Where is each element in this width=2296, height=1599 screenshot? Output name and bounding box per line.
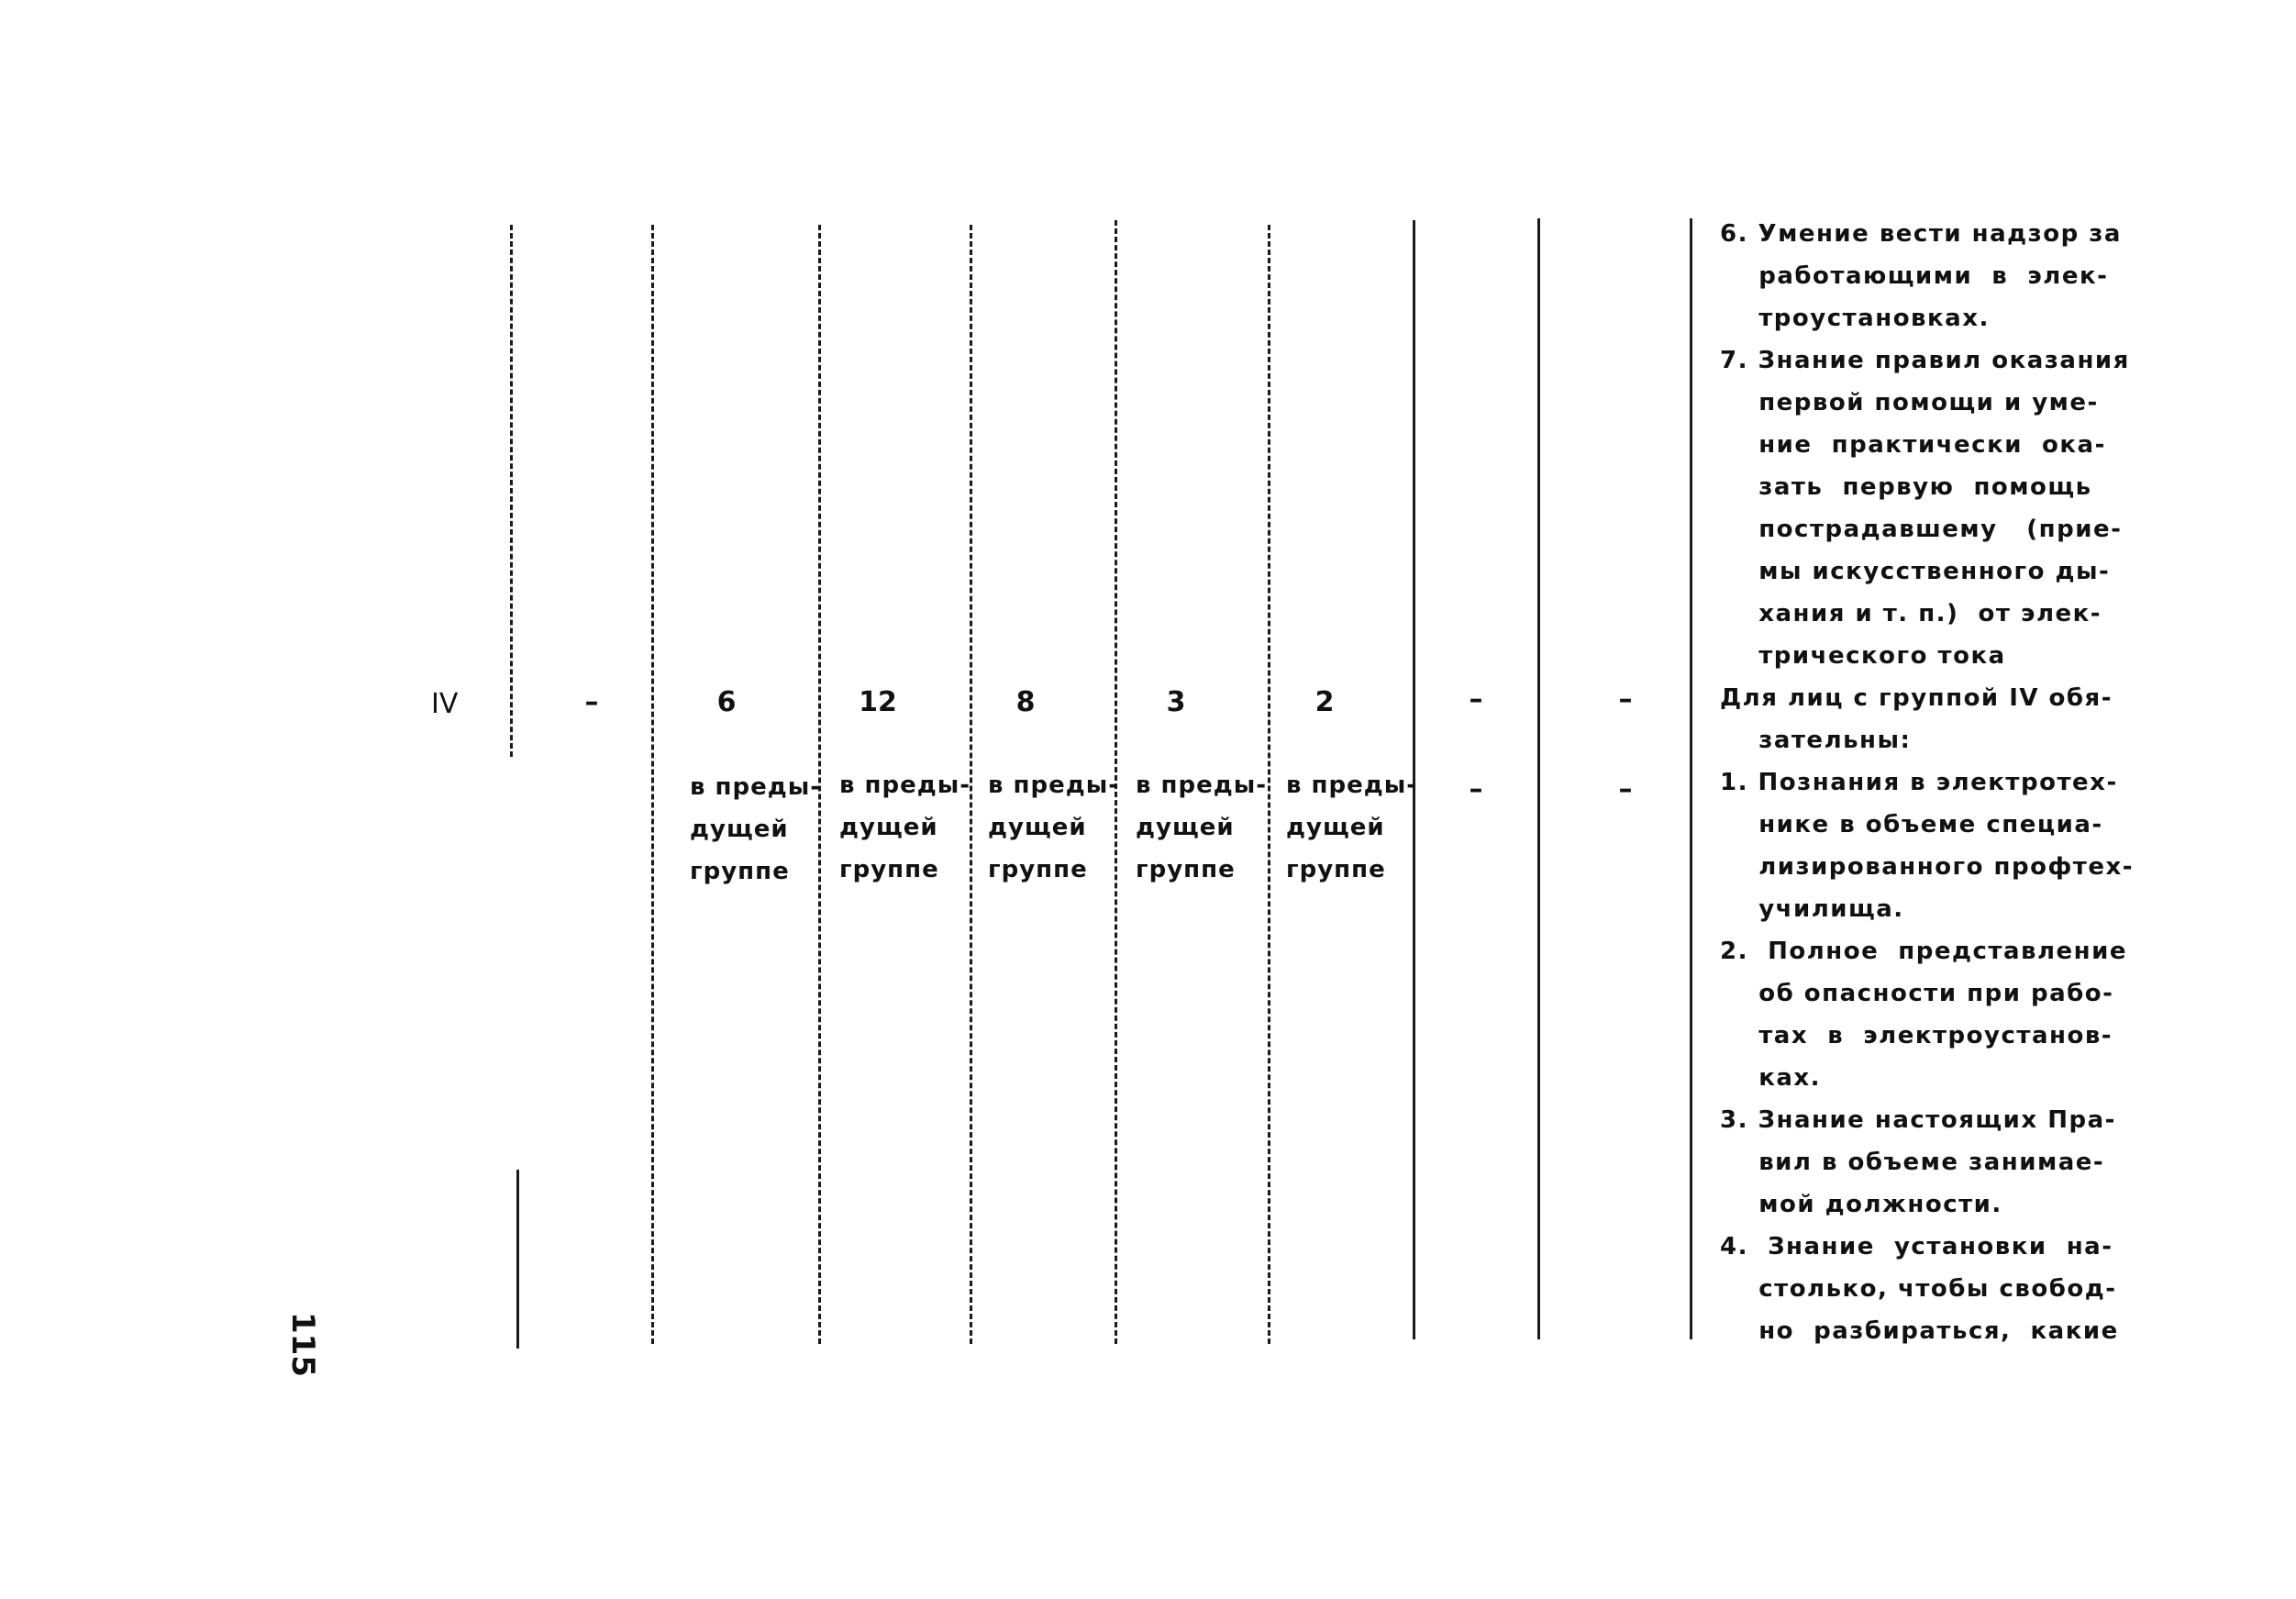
cell-line: группе xyxy=(690,858,790,885)
row-value: – xyxy=(1618,683,1633,716)
cell-line: в преды- xyxy=(1286,772,1418,799)
page-number: 115 xyxy=(284,1312,321,1377)
column-rule xyxy=(1690,218,1692,1339)
requirements-line: трического тока xyxy=(1720,642,2006,670)
column-rule xyxy=(510,225,513,757)
column-rule xyxy=(516,1170,519,1349)
cell-line: группе xyxy=(1286,856,1386,883)
cell-line: дущей xyxy=(1136,814,1235,841)
row-value: 3 xyxy=(1166,686,1186,718)
requirements-line: лизированного профтех- xyxy=(1720,853,2135,881)
row-value: 12 xyxy=(859,686,897,718)
requirements-line: 4. Знание установки на- xyxy=(1720,1233,2113,1260)
row-value: – xyxy=(1469,683,1483,716)
cell-line: дущей xyxy=(839,814,938,841)
row-value: – xyxy=(1469,773,1483,805)
requirements-line: 7. Знание правил оказания xyxy=(1720,347,2130,374)
previous-group-cell xyxy=(1136,764,1267,891)
requirements-line: мой должности. xyxy=(1720,1191,2002,1218)
previous-group-cell xyxy=(988,764,1119,891)
requirements-line: 3. Знание настоящих Пра- xyxy=(1720,1106,2116,1134)
column-rule xyxy=(651,225,654,1344)
requirements-line: тах в электроустанов- xyxy=(1720,1022,2113,1049)
requirements-line: ках. xyxy=(1720,1064,1822,1092)
row-value: 2 xyxy=(1314,686,1335,718)
requirements-line: 6. Умение вести надзор за xyxy=(1720,220,2122,248)
cell-line: дущей xyxy=(988,814,1087,841)
requirements-line: 1. Познания в электротех- xyxy=(1720,769,2118,796)
requirements-line: вил в объеме занимае- xyxy=(1720,1149,2105,1176)
cell-line: в преды- xyxy=(988,772,1120,799)
previous-group-cell xyxy=(839,764,971,891)
requirements-line: троустановках. xyxy=(1720,305,1990,332)
row-value: 8 xyxy=(1015,686,1036,718)
requirements-line: мы искусственного ды- xyxy=(1720,558,2111,585)
cell-line: группе xyxy=(988,856,1088,883)
requirements-line: ние практически ока- xyxy=(1720,431,2106,459)
cell-line: группе xyxy=(1136,856,1236,883)
previous-group-cell xyxy=(690,766,821,893)
requirements-line: нике в объеме специа- xyxy=(1720,811,2103,838)
requirements-line: 2. Полное представление xyxy=(1720,938,2127,965)
requirements-line: зательны: xyxy=(1720,727,1912,754)
column-rule xyxy=(1268,225,1270,1344)
row-value: – xyxy=(1618,773,1633,805)
cell-line: в преды- xyxy=(690,773,822,801)
cell-line: дущей xyxy=(1286,814,1385,841)
row-value: – xyxy=(584,686,599,718)
requirements-line: первой помощи и уме- xyxy=(1720,389,2099,416)
requirements-line: хания и т. п.) от элек- xyxy=(1720,600,2102,627)
requirements-line: Для лиц с группой IV обя- xyxy=(1720,684,2113,712)
requirements-line: пострадавшему (прие- xyxy=(1720,516,2123,543)
cell-line: группе xyxy=(839,856,939,883)
row-value: 6 xyxy=(716,686,737,718)
requirements-line: зать первую помощь xyxy=(1720,473,2092,501)
requirements-line: работающими в элек- xyxy=(1720,262,2109,290)
column-rule xyxy=(1537,218,1540,1339)
group-label: IV xyxy=(431,688,459,720)
requirements-line: училища. xyxy=(1720,895,1904,923)
requirements-line: об опасности при рабо- xyxy=(1720,980,2114,1007)
requirements-line: столько, чтобы свобод- xyxy=(1720,1275,2117,1303)
cell-line: в преды- xyxy=(1136,772,1268,799)
requirements-line: но разбираться, какие xyxy=(1720,1317,2119,1345)
cell-line: в преды- xyxy=(839,772,971,799)
previous-group-cell xyxy=(1286,764,1417,891)
cell-line: дущей xyxy=(690,816,789,843)
